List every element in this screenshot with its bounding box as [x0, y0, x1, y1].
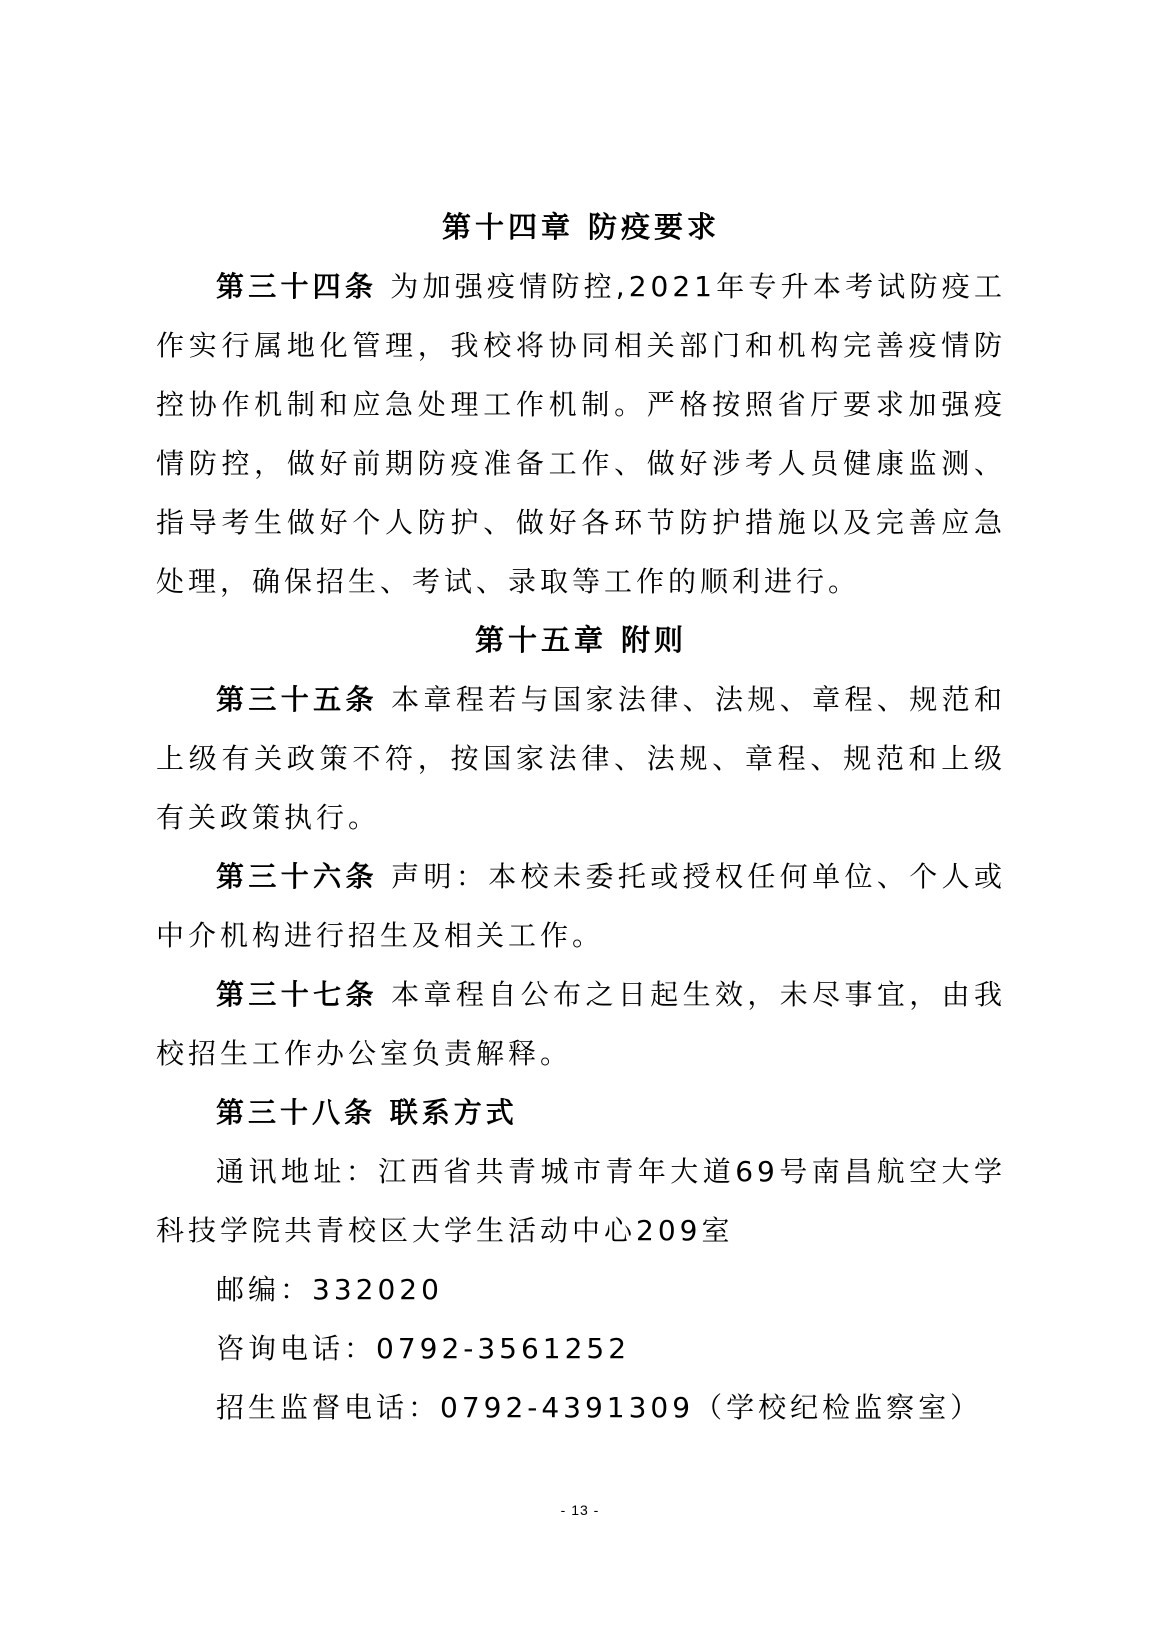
article-34 — [156, 257, 1006, 611]
article-38-text: 联系方式 — [389, 1096, 518, 1129]
article-35-label: 第三十五条 — [216, 683, 378, 716]
contact-supervision-phone: 招生监督电话：0792-4391309（学校纪检监察室） — [216, 1391, 983, 1424]
article-36 — [156, 847, 1006, 965]
contact-address: 通讯地址：江西省共青城市青年大道69号南昌航空大学科技学院共青校区大学生活动中心209室 — [156, 1155, 1006, 1247]
page-number: - 13 - — [560, 1502, 600, 1518]
contact-postcode: 邮编：332020 — [216, 1273, 443, 1306]
contact-phone: 咨询电话：0792-3561252 — [216, 1332, 631, 1365]
article-36-text: 声明：本校未委托或授权任何单位、个人或中介机构进行招生及相关工作。 — [156, 860, 1006, 952]
article-34-label: 第三十四条 — [216, 270, 378, 303]
article-35 — [156, 670, 1006, 847]
chapter-14-title: 第十四章 防疫要求 — [441, 210, 721, 244]
article-37-text: 本章程自公布之日起生效，未尽事宜，由我校招生工作办公室负责解释。 — [156, 978, 1006, 1070]
chapter-15-title: 第十五章 附则 — [474, 623, 688, 657]
article-34-text: 为加强疫情防控,2021年专升本考试防疫工作实行属地化管理，我校将协同相关部门和机构完善疫情防控协作机制和应急处理工作机制。严格按照省厅要求加强疫情防控，做好前期防疫准备工作、做好涉考人员健康监测、指导考生做好个人防护、做好各环节防护措施以及完善应急处理，确保招生、考试、录取等工作的顺利进行。 — [156, 270, 1006, 598]
article-36-label: 第三十六条 — [216, 860, 378, 893]
article-37 — [156, 965, 1006, 1083]
article-38 — [156, 1083, 1006, 1142]
article-37-label: 第三十七条 — [216, 978, 378, 1011]
document-body — [156, 198, 1006, 1437]
article-38-label: 第三十八条 — [216, 1096, 377, 1129]
article-35-text: 本章程若与国家法律、法规、章程、规范和上级有关政策不符，按国家法律、法规、章程、规范和上级有关政策执行。 — [156, 683, 1006, 834]
